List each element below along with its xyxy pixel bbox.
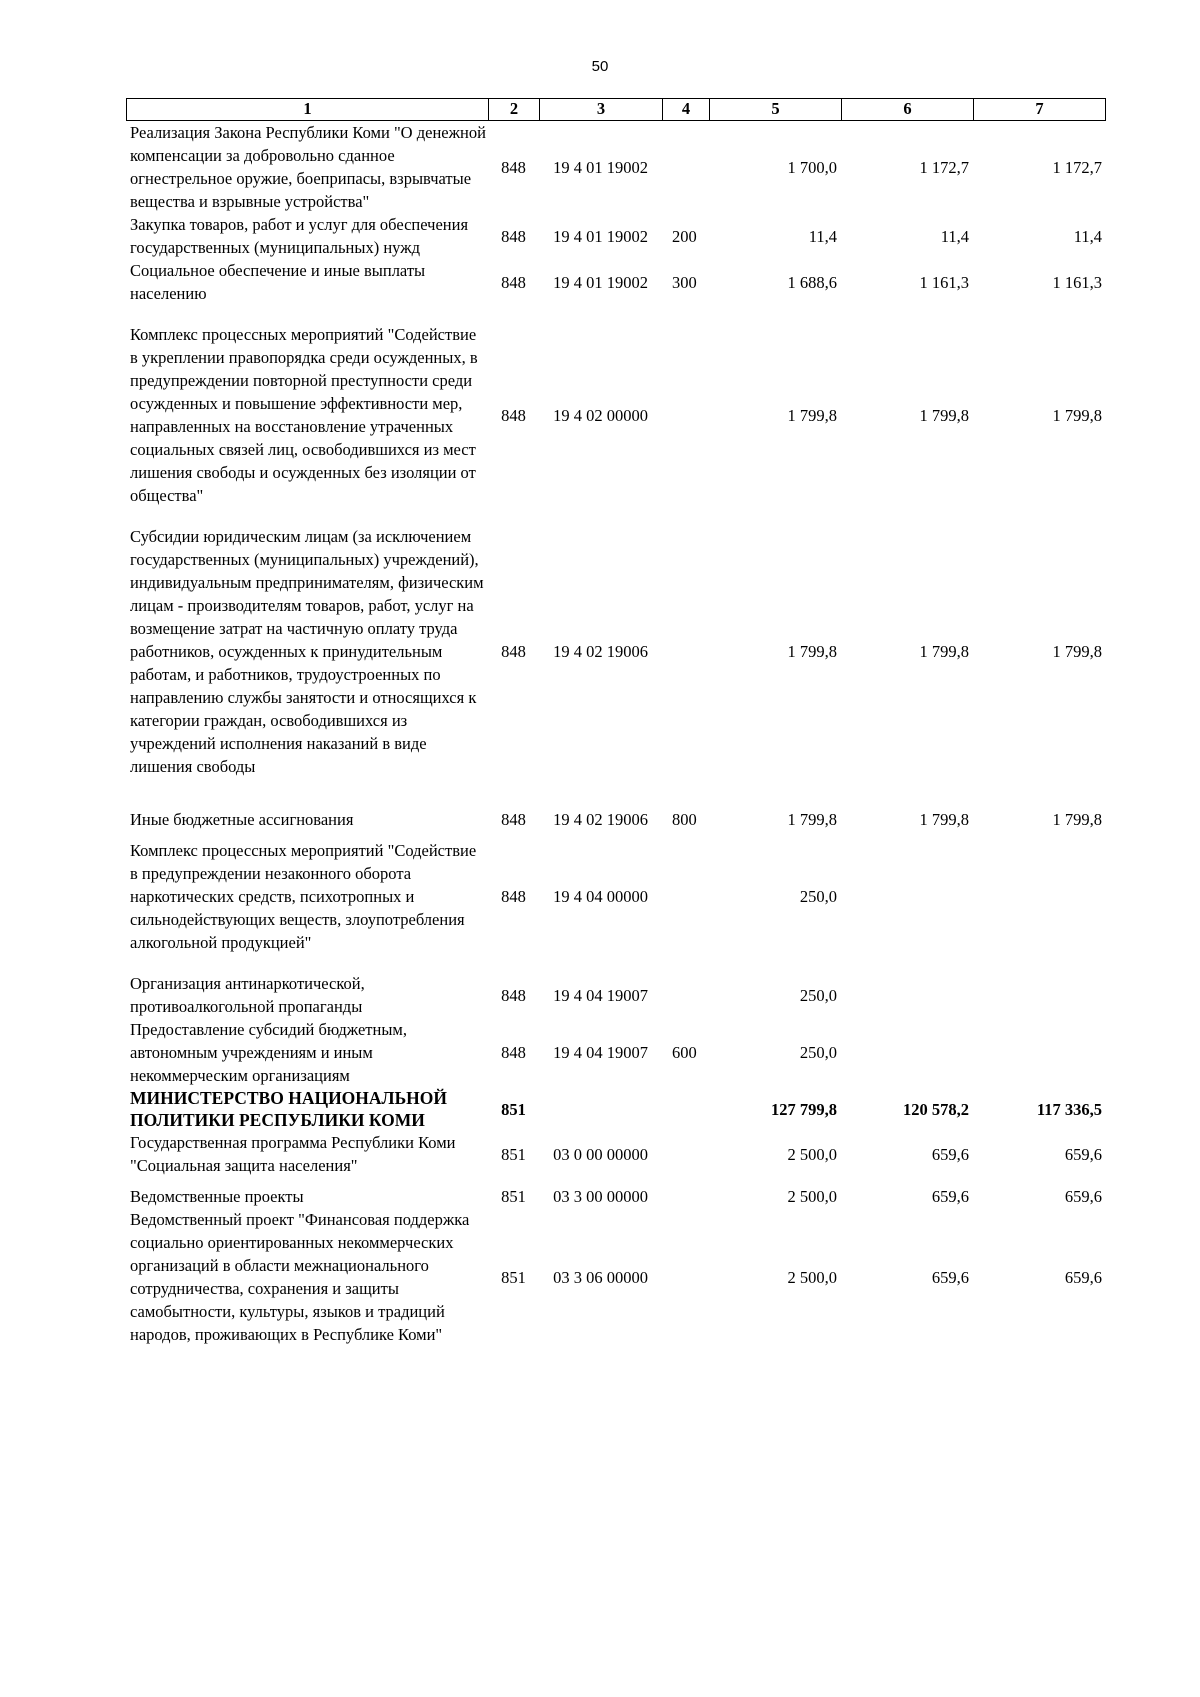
row-name: Ведомственный проект "Финансовая поддержка социально ориентированных некоммерческих организаций в области межнационального сотрудничества, сохранения и защиты самобытности, культуры, языков и традиций народов, проживающих в Республике Коми" [130, 1210, 470, 1344]
row-value-2: 120 578,2 [903, 1099, 969, 1119]
column-header: 6 [841, 98, 973, 121]
row-target-code: 19 4 04 00000 [553, 887, 648, 906]
row-admin-code: 848 [501, 157, 526, 177]
row-value-2: 1 172,7 [919, 157, 969, 177]
row-value-2: 11,4 [940, 226, 969, 246]
column-header: 2 [488, 98, 539, 121]
table-row [126, 1208, 1106, 1346]
row-target-code: 19 4 04 19007 [553, 1043, 648, 1062]
row-value-1: 1 799,8 [787, 810, 837, 829]
row-target-code: 19 4 01 19002 [553, 226, 648, 246]
row-value-2: 1 799,8 [919, 642, 969, 661]
table-header [126, 98, 1106, 121]
row-value-2: 659,6 [931, 1267, 969, 1287]
row-admin-code: 851 [501, 1099, 526, 1119]
row-name: МИНИСТЕРСТВО НАЦИОНАЛЬНОЙ ПОЛИТИКИ РЕСПУБЛИКИ КОМИ [130, 1088, 447, 1130]
row-value-1: 1 799,8 [787, 405, 837, 425]
row-value-3: 1 799,8 [1052, 810, 1102, 829]
row-value-1: 2 500,0 [787, 1187, 837, 1206]
table-row [126, 972, 1106, 1018]
row-admin-code: 848 [501, 985, 526, 1005]
row-name: Реализация Закона Республики Коми "О денежной компенсации за добровольно сданное огнестрельное оружие, боеприпасы, взрывчатые вещества и взрывные устройства" [130, 123, 486, 211]
row-target-code: 03 3 00 00000 [553, 1187, 648, 1206]
row-name: Ведомственные проекты [130, 1187, 304, 1206]
row-admin-code: 848 [501, 1043, 526, 1062]
row-admin-code: 848 [501, 226, 526, 246]
row-value-3: 659,6 [1064, 1187, 1102, 1206]
row-value-1: 2 500,0 [787, 1267, 837, 1287]
row-name: Комплекс процессных мероприятий "Содействие в предупреждении незаконного оборота наркотических средств, психотропных и сильнодействующих веществ, злоупотребления алкогольной продукцией" [130, 841, 477, 952]
row-target-code: 19 4 04 19007 [553, 985, 648, 1005]
table-row [126, 525, 1106, 778]
row-value-3: 1 799,8 [1052, 642, 1102, 661]
row-name: Субсидии юридическим лицам (за исключением государственных (муниципальных) учреждений), индивидуальным предпринимателям, физическим лицам - производителям товаров, работ, услуг на возмещение затрат на частичную оплату труда работников, осужденных к принудительным работам, и работников, трудоустроенных по направлению службы занятости и относящихся к категории граждан, освободившихся из учреждений исполнения наказаний в виде лишения свободы [130, 527, 484, 776]
row-value-2: 659,6 [931, 1144, 969, 1164]
row-admin-code: 851 [501, 1187, 526, 1206]
page-number: 50 [591, 58, 609, 75]
row-value-1: 250,0 [799, 985, 837, 1005]
row-value-1: 250,0 [799, 1043, 837, 1062]
table-row-ministry [126, 1087, 1106, 1131]
row-expense-type: 600 [672, 1043, 697, 1062]
row-admin-code: 848 [501, 272, 526, 292]
row-target-code: 19 4 02 00000 [553, 405, 648, 425]
row-value-1: 11,4 [808, 226, 837, 246]
row-value-2: 659,6 [931, 1187, 969, 1206]
row-target-code: 03 3 06 00000 [553, 1267, 648, 1287]
row-value-2: 1 161,3 [919, 272, 969, 292]
table-row [126, 213, 1106, 259]
table-row [126, 121, 1106, 213]
row-target-code: 03 0 00 00000 [553, 1144, 648, 1164]
row-value-1: 1 700,0 [787, 157, 837, 177]
column-header: 4 [662, 98, 709, 121]
row-value-3: 1 161,3 [1052, 272, 1102, 292]
row-value-3: 659,6 [1064, 1144, 1102, 1164]
column-header: 7 [973, 98, 1106, 121]
table-row [126, 808, 1106, 831]
row-target-code: 19 4 02 19006 [553, 810, 648, 829]
row-value-3: 11,4 [1073, 226, 1102, 246]
row-name: Предоставление субсидий бюджетным, автономным учреждениям и иным некоммерческим организациям [130, 1020, 407, 1085]
row-value-2: 1 799,8 [919, 810, 969, 829]
table-row [126, 1131, 1106, 1177]
row-target-code: 19 4 01 19002 [553, 272, 648, 292]
table-row [126, 839, 1106, 954]
table-row [126, 259, 1106, 305]
row-value-1: 250,0 [799, 887, 837, 906]
row-admin-code: 851 [501, 1267, 526, 1287]
row-name: Государственная программа Республики Коми "Социальная защита населения" [130, 1133, 456, 1175]
row-target-code: 19 4 01 19002 [553, 157, 648, 177]
row-name: Организация антинаркотической, противоалкогольной пропаганды [130, 974, 365, 1016]
column-header: 5 [709, 98, 841, 121]
row-value-3: 659,6 [1064, 1267, 1102, 1287]
row-expense-type: 800 [672, 810, 697, 829]
row-value-1: 2 500,0 [787, 1144, 837, 1164]
table-row [126, 1018, 1106, 1087]
row-name: Социальное обеспечение и иные выплаты населению [130, 261, 426, 303]
row-value-3: 117 336,5 [1036, 1099, 1102, 1119]
row-value-3: 1 799,8 [1052, 405, 1102, 425]
budget-table [126, 98, 1106, 1346]
table-row [126, 323, 1106, 507]
table-row [126, 1185, 1106, 1208]
row-admin-code: 848 [501, 642, 526, 661]
row-admin-code: 848 [501, 810, 526, 829]
row-admin-code: 851 [501, 1144, 526, 1164]
row-name: Комплекс процессных мероприятий "Содействие в укреплении правопорядка среди осужденных, в предупреждении повторной преступности среди осужденных и повышение эффективности мер, направленных на восстановление утраченных социальных связей лиц, освободившихся из мест лишения свободы и осужденных без изоляции от общества" [130, 325, 478, 505]
row-expense-type: 300 [672, 272, 697, 292]
row-target-code: 19 4 02 19006 [553, 642, 648, 661]
row-admin-code: 848 [501, 887, 526, 906]
row-value-2: 1 799,8 [919, 405, 969, 425]
row-expense-type: 200 [672, 226, 697, 246]
column-header: 3 [539, 98, 662, 121]
row-value-1: 1 799,8 [787, 642, 837, 661]
row-value-1: 1 688,6 [787, 272, 837, 292]
column-header: 1 [126, 98, 488, 121]
row-value-3: 1 172,7 [1052, 157, 1102, 177]
row-admin-code: 848 [501, 405, 526, 425]
row-name: Закупка товаров, работ и услуг для обеспечения государственных (муниципальных) нужд [130, 215, 469, 257]
row-name: Иные бюджетные ассигнования [130, 810, 354, 829]
row-value-1: 127 799,8 [771, 1099, 837, 1119]
